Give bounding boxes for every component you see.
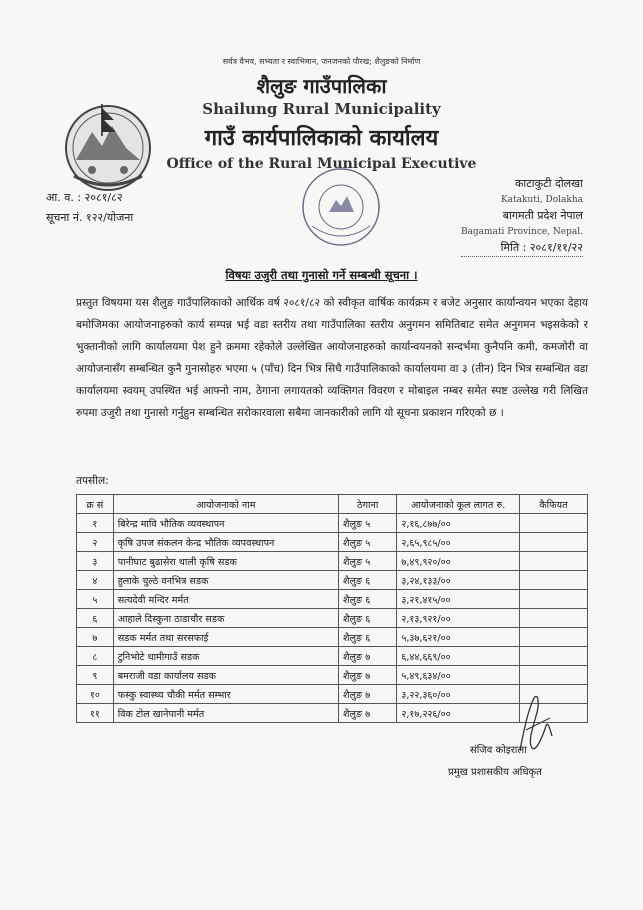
signatory-title: प्रमुख प्रशासकीय अधिकृत xyxy=(448,767,542,778)
row-cost: २,१७,२२६/०० xyxy=(397,704,519,723)
row-sn: १ xyxy=(77,514,114,533)
row-remark xyxy=(519,514,587,533)
row-project-name: सडक मर्मत तथा सरसफाई xyxy=(113,628,338,647)
row-sn: ८ xyxy=(77,647,114,666)
table-row xyxy=(77,647,588,666)
row-address: शैलुङ ५ xyxy=(339,533,397,552)
row-sn: ४ xyxy=(77,571,114,590)
office-name-english: Office of the Rural Municipal Executive xyxy=(166,156,477,172)
province-nepali: बागमती प्रदेश नेपाल xyxy=(502,209,583,222)
row-sn: ७ xyxy=(77,628,114,647)
row-project-name: आहाले दिस्कुना ठाडाचौर सडक xyxy=(113,609,338,628)
row-sn: ३ xyxy=(77,552,114,571)
row-project-name: टुनिभोटे थामीगाउँ सडक xyxy=(113,647,338,666)
row-cost: ३,२४,१३३/०० xyxy=(397,571,519,590)
row-cost: ७,४९,९२०/०० xyxy=(397,552,519,571)
row-remark xyxy=(519,647,587,666)
row-address: शैलुङ ६ xyxy=(339,571,397,590)
row-cost: २,६५,९८५/०० xyxy=(397,533,519,552)
row-sn: ६ xyxy=(77,609,114,628)
row-cost: ६,४४,६६९/०० xyxy=(397,647,519,666)
row-project-name: बिरेन्द्र मावि भौतिक व्यवस्थापन xyxy=(113,514,338,533)
row-address: शैलुङ ६ xyxy=(339,609,397,628)
row-remark xyxy=(519,571,587,590)
header-sn: क्र सं xyxy=(77,495,114,514)
table-header-row xyxy=(77,495,588,514)
notice-date: मिति : २०८१/११/२२ xyxy=(461,240,583,257)
table-row xyxy=(77,552,588,571)
notice-body: प्रस्तुत विषयमा यस शैलुङ गाउँपालिकाको आर्थिक वर्ष २०८१/८२ को स्वीकृत वार्षिक कार्यक्रम र बजेट अनुसार कार्यान्वयन भएका देहाय बमोजिमका आयोजनाहरुको कार्य सम्पन्न भई वडा स्तरीय तथा गाउँपालिका स्तरीय अनुगमन समितिबाट समेत अनुगमन भइसकेको र भुक्तानीको लागि कार्यालयमा पेश हुने क्रममा रहेकोले उल्लेखित आयोजनाहरुको कार्यान्वयनको सन्दर्भमा कुनैपनि कमी, कमजोरी वा आयोजनासँग सम्बन्धित कुनै गुनासोहरु भएमा ५ (पाँच) दिन भित्र सिधै गाउँपालिकाको कार्यालयमा वा ३ (तीन) दिन भित्र सम्बन्धित वडा कार्यालयमा स्वयम् उपस्थित भई आफ्नो नाम, ठेगाना लगायतको व्यक्तिगत विवरण र मोबाइल नम्बर समेत स्पष्ट उल्लेख गरी लिखित रुपमा उजुरी तथा गुनासो गर्नुहुन सम्बन्धित सरोकारवाला सबैमा जानकारीको लागि यो सूचना प्रकाशन गरिएको छ । xyxy=(76,297,588,419)
table-row xyxy=(77,628,588,647)
table-row xyxy=(77,514,588,533)
header-total-cost: आयोजनाको कूल लागत रु. xyxy=(397,495,519,514)
row-cost: २,१३,९२१/०० xyxy=(397,609,519,628)
notice-subject-text: विषयः उजुरी तथा गुनासो गर्ने सम्बन्धी सूचना । xyxy=(225,268,418,282)
row-address: शैलुङ ५ xyxy=(339,552,397,571)
row-remark xyxy=(519,609,587,628)
row-sn: २ xyxy=(77,533,114,552)
row-address: शैलुङ ७ xyxy=(339,666,397,685)
row-address: शैलुङ ७ xyxy=(339,685,397,704)
office-name-nepali: गाउँ कार्यपालिकाको कार्यालय xyxy=(204,126,439,151)
row-project-name: सत्यदेवी मन्दिर मर्मत xyxy=(113,590,338,609)
row-remark xyxy=(519,533,587,552)
signatory-name: संजिव कोइराला xyxy=(470,745,527,756)
row-project-name: फस्कु स्वास्थ्य चौकी मर्मत सम्भार xyxy=(113,685,338,704)
row-remark xyxy=(519,666,587,685)
place-nepali: काटाकुटी दोलखा xyxy=(514,177,583,190)
details-label: तपसील: xyxy=(76,475,109,487)
table-row xyxy=(77,590,588,609)
table-row xyxy=(77,571,588,590)
row-address: शैलुङ ५ xyxy=(339,514,397,533)
address-block xyxy=(461,176,583,257)
row-remark xyxy=(519,552,587,571)
row-sn: १० xyxy=(77,685,114,704)
row-project-name: विक टोल खानेपानी मर्मत xyxy=(113,704,338,723)
row-project-name: हुलाके चुल्ठे वनभित्र सडक xyxy=(113,571,338,590)
row-cost: २,१६,८७७/०० xyxy=(397,514,519,533)
header-remarks: कैफियत xyxy=(519,495,587,514)
row-cost: ३,२२,३६०/०० xyxy=(397,685,519,704)
row-address: शैलुङ ६ xyxy=(339,590,397,609)
row-cost: ५,४९,६३४/०० xyxy=(397,666,519,685)
fiscal-year: आ. व. : २०८१/८२ xyxy=(46,191,123,204)
row-address: शैलुङ ७ xyxy=(339,704,397,723)
row-address: शैलुङ ६ xyxy=(339,628,397,647)
projects-table xyxy=(76,494,588,723)
notice-number: सूचना नं. १२२/योजना xyxy=(46,211,134,224)
header-address: ठेगाना xyxy=(339,495,397,514)
row-remark xyxy=(519,628,587,647)
municipality-name-nepali: शैलुङ गाउँपालिका xyxy=(256,74,387,98)
province-english: Bagamati Province, Nepal. xyxy=(460,227,583,237)
row-cost: ५,३७,६२१/०० xyxy=(397,628,519,647)
row-cost: ३,२१,४१५/०० xyxy=(397,590,519,609)
place-english: Katakuti, Dolakha xyxy=(500,195,583,205)
row-sn: ९ xyxy=(77,666,114,685)
table-row xyxy=(77,666,588,685)
reference-block xyxy=(46,188,133,228)
row-project-name: कृषि उपज संकलन केन्द्र भौतिक व्यपवस्थापन xyxy=(113,533,338,552)
header-project-name: आयोजनाको नाम xyxy=(113,495,338,514)
row-project-name: पानीघाट बुढासेरा थाली कृषि सडक xyxy=(113,552,338,571)
row-remark xyxy=(519,590,587,609)
row-sn: ५ xyxy=(77,590,114,609)
motto: सर्वत्र वैभव, सभ्यता र स्वाभिमान, जनजनको पौरख; शैलुङको निर्माण xyxy=(222,57,421,66)
municipality-name-english: Shailung Rural Municipality xyxy=(202,100,441,118)
row-project-name: बमराजी वडा कार्यालय सडक xyxy=(113,666,338,685)
office-seal-stamp-icon xyxy=(300,166,382,248)
row-address: शैलुङ ७ xyxy=(339,647,397,666)
row-sn: ११ xyxy=(77,704,114,723)
table-row xyxy=(77,533,588,552)
table-row xyxy=(77,609,588,628)
notice-subject xyxy=(0,268,643,283)
